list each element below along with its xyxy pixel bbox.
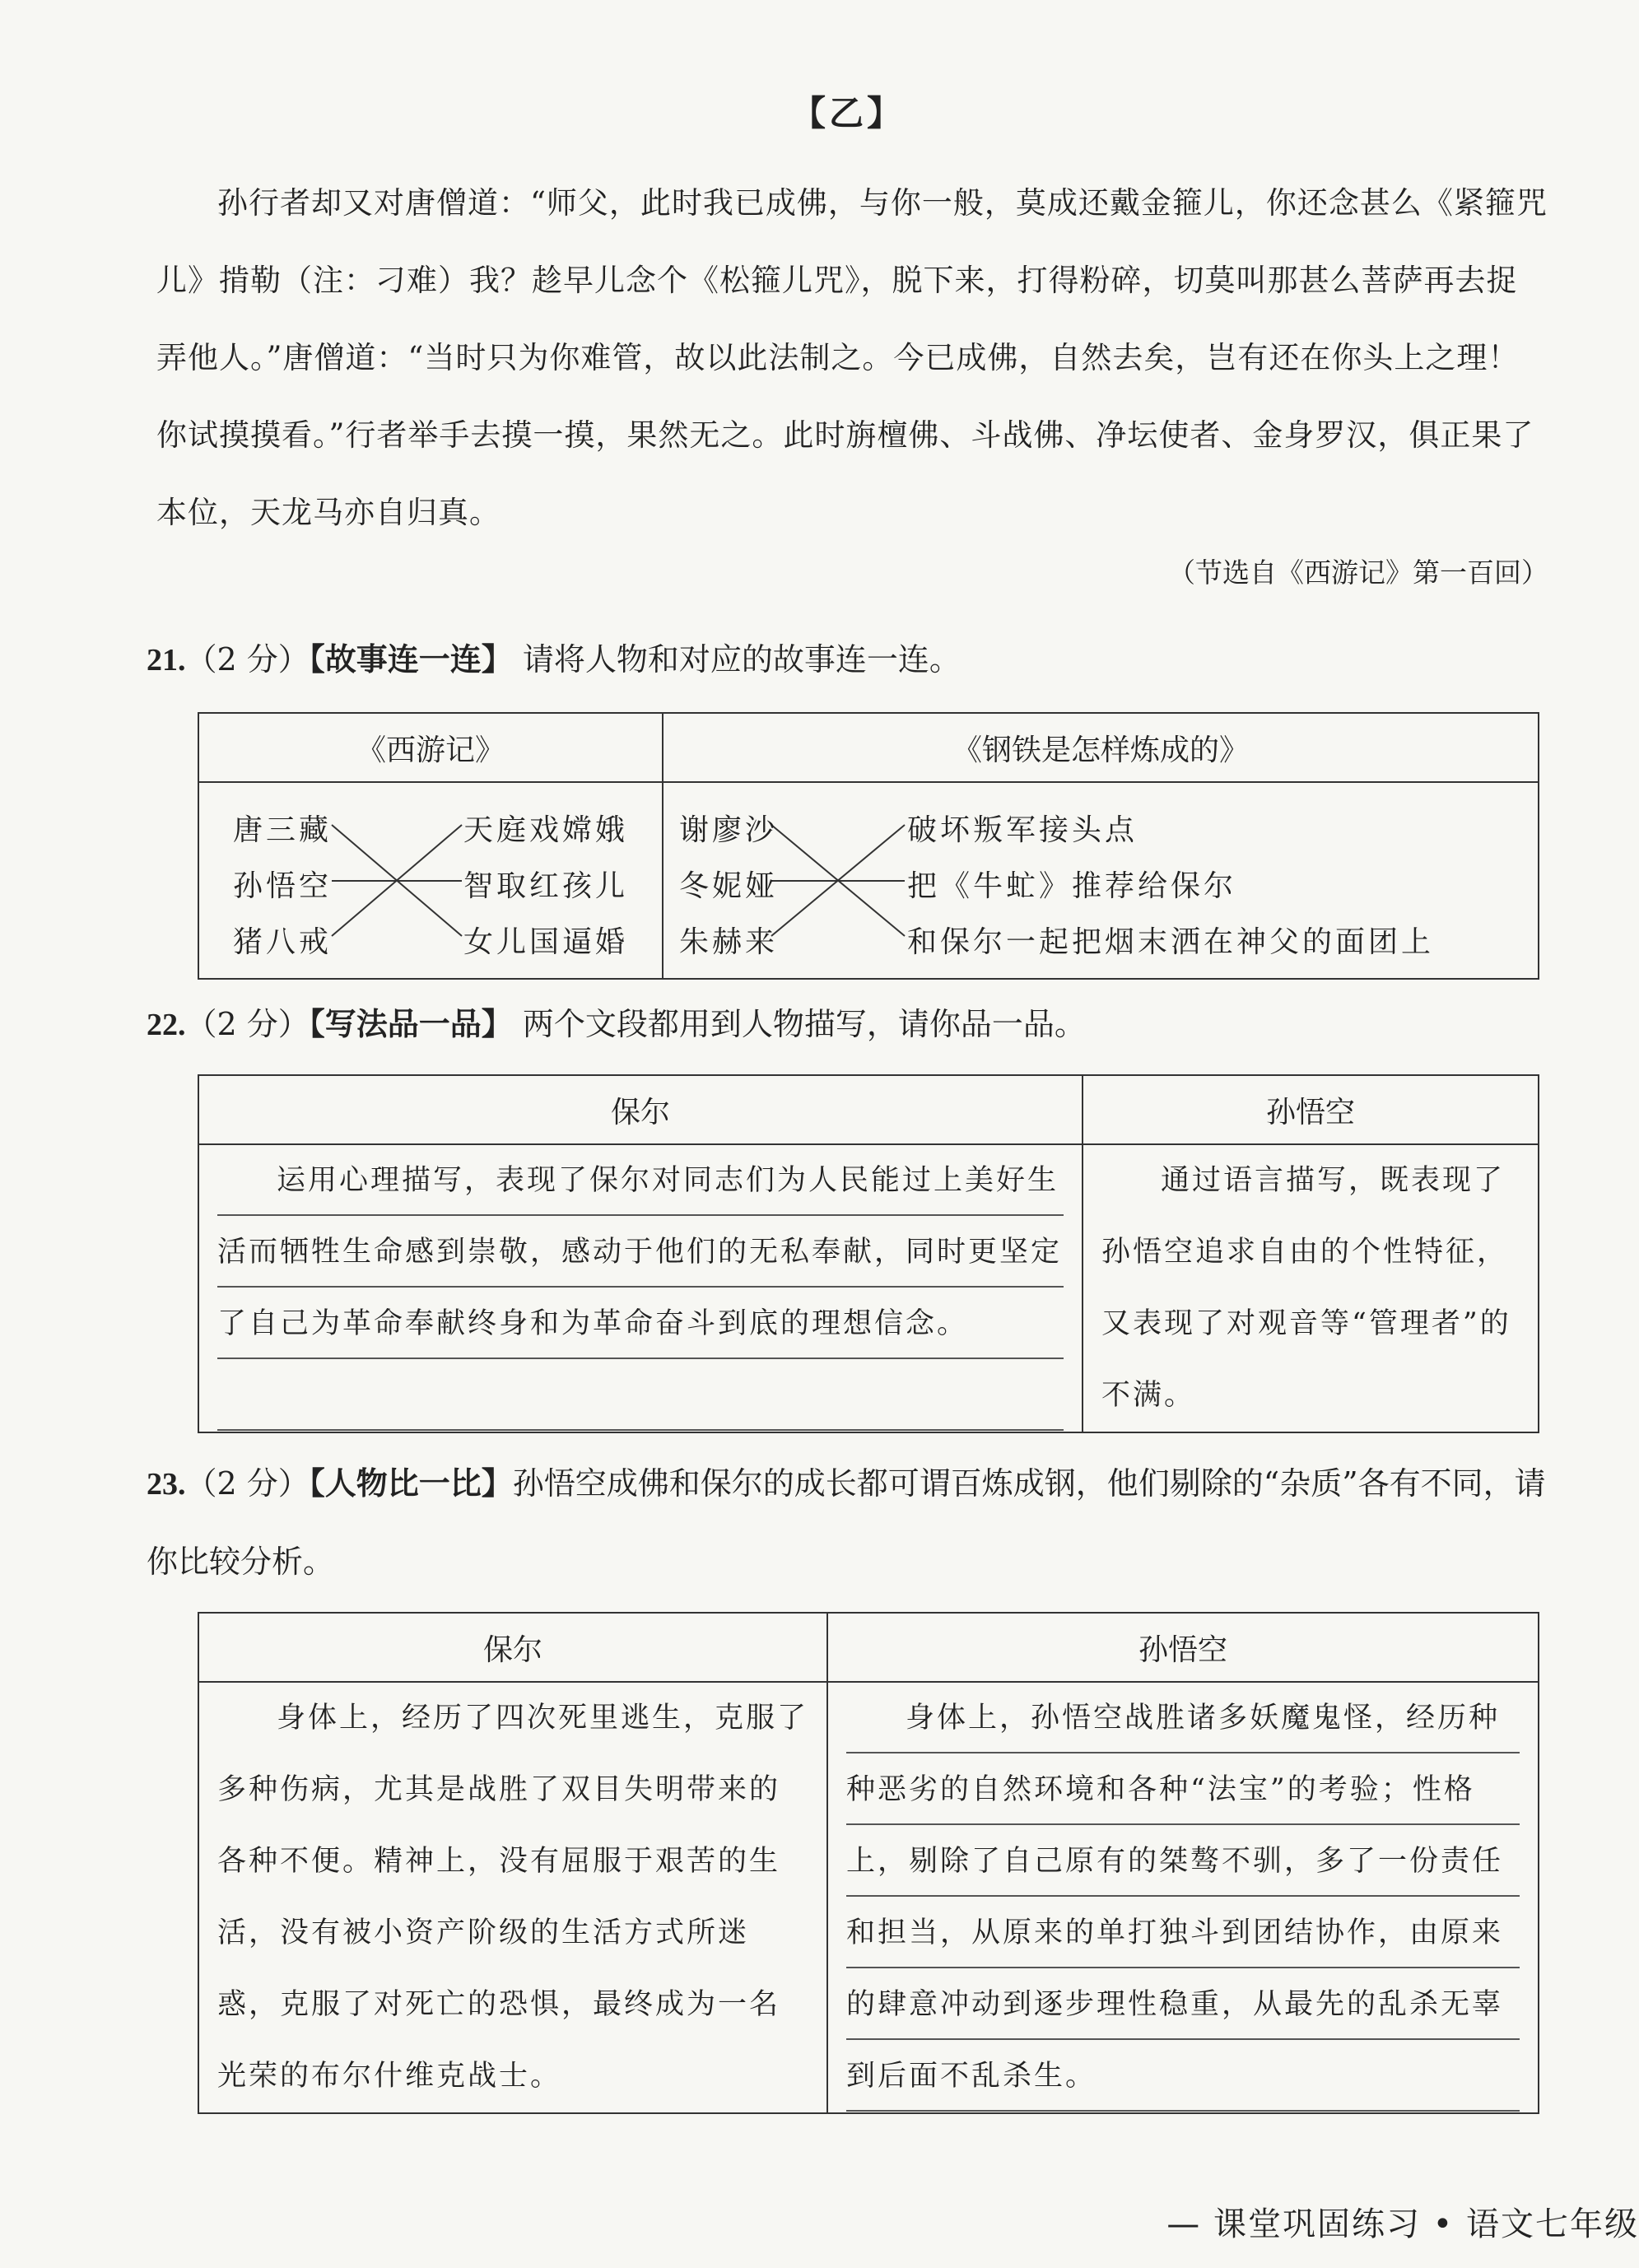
question-text: 请将人物和对应的故事连一连。: [522, 641, 961, 678]
character-item: 猪八戒: [233, 925, 333, 959]
character-item: 冬妮娅: [679, 869, 779, 903]
answer-cell-paul: [198, 1144, 1083, 1432]
comparison-table: [198, 1612, 1539, 2114]
story-item: 智取红孩儿: [463, 869, 629, 903]
column-header-sunwukong: 孙悟空: [827, 1613, 1539, 1682]
story-item: 天庭戏嫦娥: [463, 813, 629, 847]
character-item: 孙悟空: [233, 869, 333, 903]
question-points: （2 分）: [185, 1465, 310, 1502]
answer-text: 通过语言描写，既表现了孙悟空追求自由的个性特征，又表现了对观音等“管理者”的不满。: [1101, 1164, 1511, 1412]
column-header-paul: 保尔: [198, 1613, 827, 1682]
question-number: 23.: [147, 1467, 186, 1502]
question-21: [147, 634, 961, 679]
page-footer: — 课堂巩固练习 • 语文七年级: [1166, 2205, 1639, 2243]
question-number: 22.: [147, 1008, 186, 1042]
answer-text: 运用心理描写，表现了保尔对同志们为人民能过上美好生活而牺牲生命感到崇敬，感动于他们的无私奉献，同时更坚定了自己为革命奉献终身和为革命奋斗到底的理想信念。: [217, 1164, 1063, 1340]
answer-cell-paul: [198, 1682, 827, 2113]
matching-table: [198, 712, 1539, 980]
question-22: [147, 999, 1086, 1044]
question-number: 21.: [147, 643, 186, 678]
character-item: 朱赫来: [679, 925, 779, 959]
column-header-gangtie: 《钢铁是怎样炼成的》: [663, 713, 1539, 782]
story-item: 女儿国逼婚: [463, 925, 629, 959]
question-tag: 【故事连一连】: [309, 640, 513, 678]
column-header-xiyouji: 《西游记》: [198, 713, 663, 782]
passage-source: （节选自《西游记》第一百回）: [1168, 557, 1548, 589]
story-item: 把《牛虻》推荐给保尔: [907, 869, 1237, 903]
character-item: 唐三藏: [233, 813, 333, 847]
column-header-sunwukong: 孙悟空: [1083, 1075, 1539, 1144]
question-tag: 【写法品一品】: [309, 1005, 513, 1042]
matching-cell-xiyouji: [198, 782, 663, 979]
question-text: 孙悟空成佛和保尔的成长都可谓百炼成钢，他们剔除的“杂质”各有不同，请你比较分析。: [147, 1465, 1546, 1580]
matching-cell-gangtie: [663, 782, 1539, 979]
section-heading: 【乙】: [790, 93, 905, 133]
story-item: 破坏叛军接头点: [907, 813, 1138, 847]
column-header-paul: 保尔: [198, 1075, 1083, 1144]
writing-table: [198, 1074, 1539, 1433]
character-item: 谢廖沙: [679, 813, 779, 847]
passage-paragraph: 孙行者却又对唐僧道：“师父，此时我已成佛，与你一般，莫成还戴金箍儿，你还念甚么《紧箍咒儿》掯勒（注：刁难）我？趁早儿念个《松箍儿咒》，脱下来，打得粉碎，切莫叫那甚么菩萨再去捉弄他人。”唐僧道：“当时只为你难管，故以此法制之。今已成佛，自然去矣，岂有还在你头上之理！你试摸摸看。”行者举手去摸一摸，果然无之。此时旃檀佛、斗战佛、净坛使者、金身罗汉，俱正果了本位，天龙马亦自归真。: [156, 185, 1548, 530]
question-points: （2 分）: [185, 641, 310, 678]
question-23: [147, 1445, 1546, 1600]
answer-cell-sunwukong: [827, 1682, 1539, 2113]
answer-text: 身体上，孙悟空战胜诸多妖魔鬼怪，经历种种恶劣的自然环境和各种“法宝”的考验；性格上，剔除了自己原有的桀骜不驯，多了一份责任和担当，从原来的单打独斗到团结协作，由原来的肆意冲动到逐步理性稳重，从最先的乱杀无辜到后面不乱杀生。: [846, 1702, 1504, 2093]
story-item: 和保尔一起把烟末洒在神父的面团上: [907, 925, 1435, 959]
question-points: （2 分）: [185, 1006, 310, 1042]
answer-text: 身体上，经历了四次死里逃生，克服了多种伤病，尤其是战胜了双目失明带来的各种不便。精神上，没有屈服于艰苦的生活，没有被小资产阶级的生活方式所迷惑，克服了对死亡的恐惧，最终成为一名光荣的布尔什维克战士。: [217, 1702, 809, 2093]
answer-cell-sunwukong: [1083, 1144, 1539, 1432]
question-tag: 【人物比一比】: [309, 1465, 513, 1502]
passage: [156, 165, 1548, 552]
question-text: 两个文段都用到人物描写，请你品一品。: [522, 1006, 1086, 1042]
